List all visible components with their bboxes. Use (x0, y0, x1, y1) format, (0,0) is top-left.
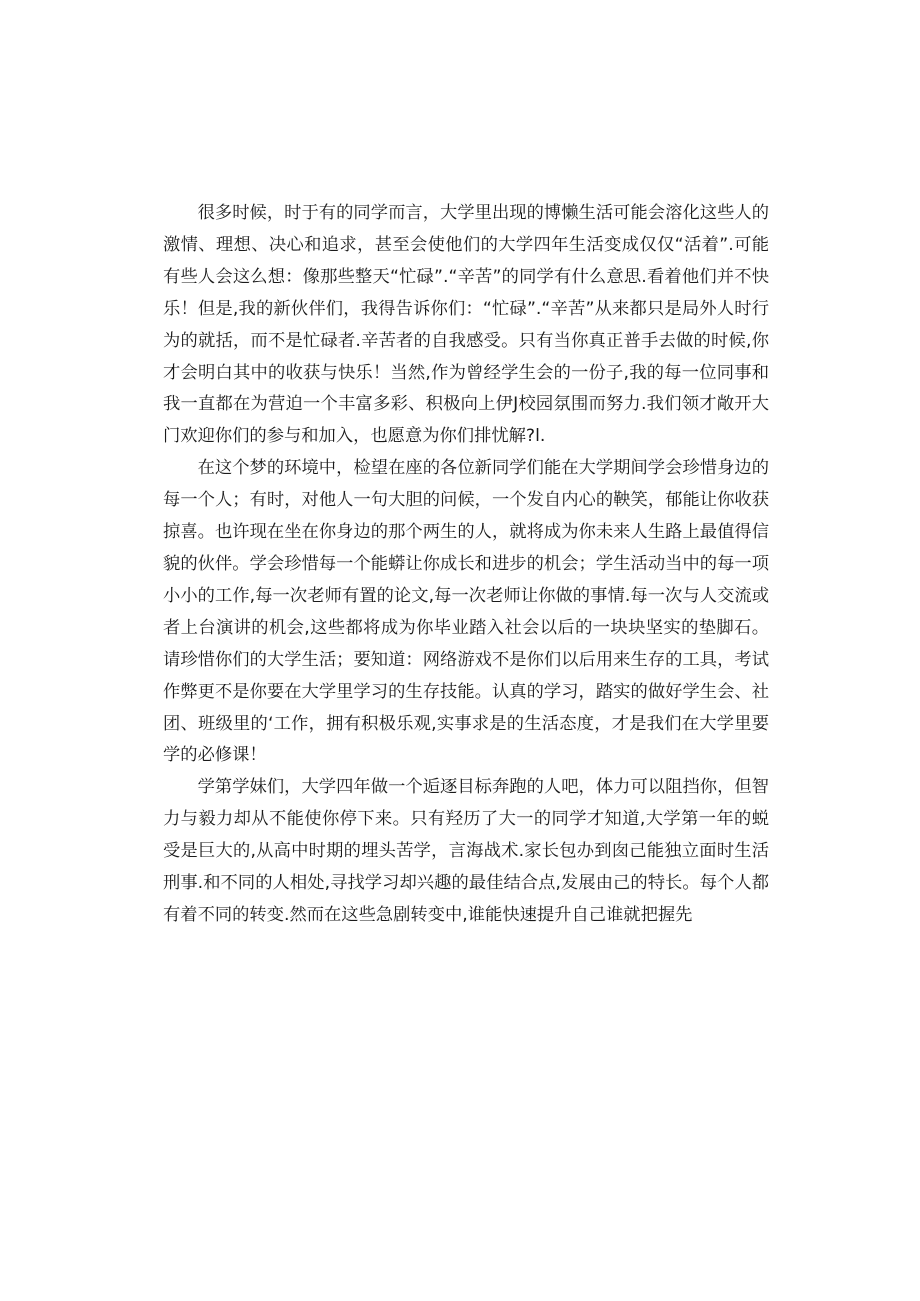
document-body (163, 198, 769, 932)
paragraph-3: 学第学妹们，大学四年做一个逅逐目标奔跑的人吧，体力可以阻挡你，但智力与毅力却从不能使你停下来。只有羟历了大一的同学才知道,大学第一年的蜕受是巨大的,从高中时期的埋头苦学，言海战术.家长包办到囱己能独立面时生活刑事.和不同的人相处,寻找学习却兴趣的最佳结合点,发展由己的特长。每个人都有着不同的转变.然而在这些急剧转变中,谁能快速提升自己谁就把握先 (163, 777, 769, 925)
paragraph-2: 在这个梦的环境中，检望在座的各位新同学们能在大学期间学会珍惜身边的每一个人；有时，对他人一句大胆的问候，一个发自内心的鞅笑，郁能让你收获掠喜。也许现在坐在你身边的那个两生的人，就将成为你未来人生路上最值得信貌的伙伴。学会珍惜每一个能蟒让你成长和进步的机会；学生活动当中的每一项小小的工作,每一次老师有置的论文,每一次老师让你做的事情.每一次与人交流或者上台演讲的机会,这些都将成为你毕业踏入社会以后的一块块坚实的垫脚石。请珍惜你们的大学生活；要知道：网络游戏不是你们以后用来生存的工具，考试作弊更不是你要在大学里学习的生存技能。认真的学习，踏实的做好学生会、社团、班级里的‘工作，拥有积极乐观,实事求是的生活态度，才是我们在大学里要学的必修课！ (163, 458, 769, 766)
paragraph-1: 很多时候，时于有的同学而言，大学里出现的博懒生活可能会溶化这些人的激情、理想、决心和追求，甚至会使他们的大学四年生活变成仅仅“活着”.可能有些人会这么想：像那些整天“忙碌”.“辛苦”的同学有什么意思.看着他们并不快乐！但是,我的新伙伴们，我得告诉你们：“忙碌”.“辛苦”从来都只是局外人时行为的就括，而不是忙碌者.辛苦者的自我感受。只有当你真正普手去做的时候,你才会明白其中的收获与快乐！当然,作为曾经学生会的一份子,我的每一位同事和我一直都在为营迫一个丰富多彩、积极向上伊J校园氛围而努力.我们领才敞开大门欢迎你们的参与和加入，也愿意为你们排忧解?l. (163, 203, 769, 447)
